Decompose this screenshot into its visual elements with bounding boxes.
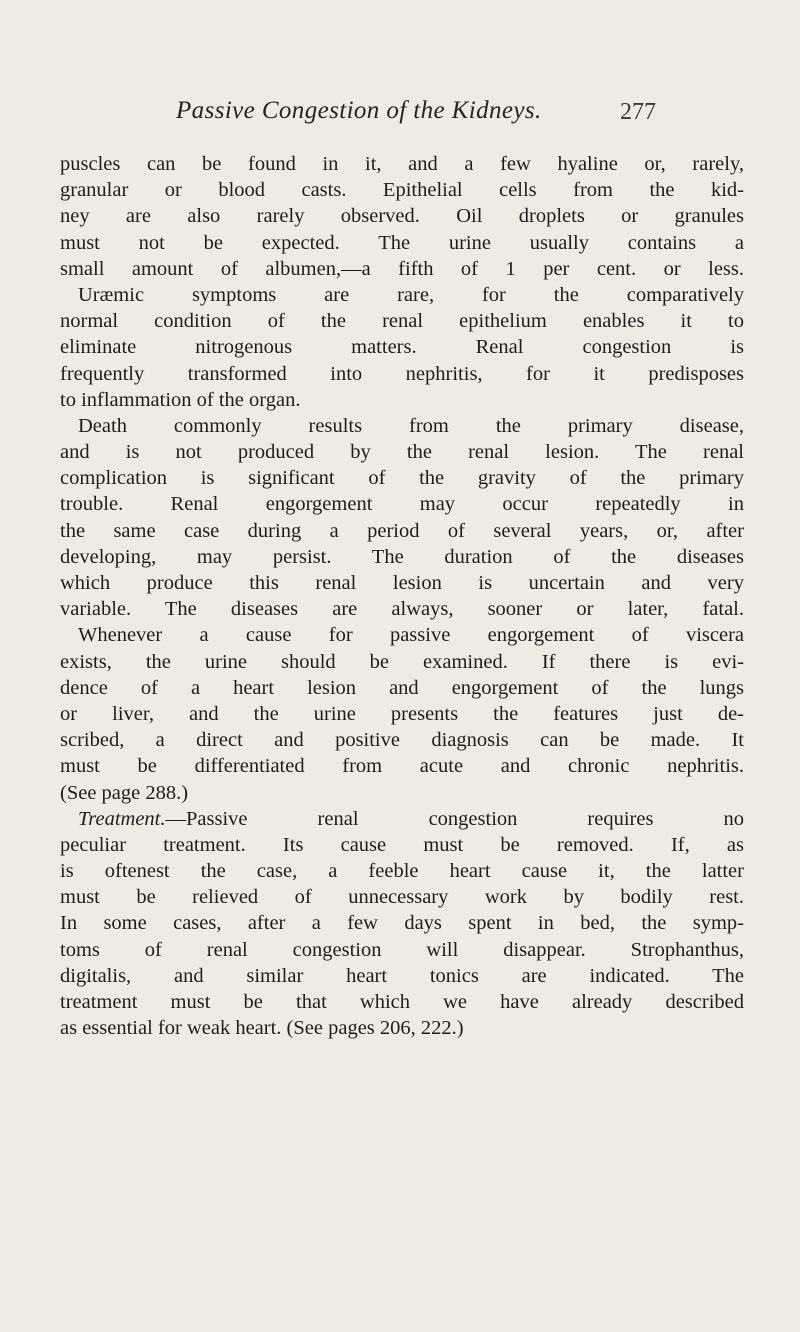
text-line: which produce this renal lesion is uncertain and very — [60, 572, 744, 594]
text-line: must be differentiated from acute and chronic nephritis. — [60, 755, 744, 778]
treatment-line: treatment must be that which we have already described — [60, 991, 744, 1013]
treatment-line: peculiar treatment. Its cause must be removed. If, as — [60, 833, 744, 856]
text-line: normal condition of the renal epithelium enables it to — [60, 310, 744, 333]
treatment-line: is oftenest the case, a feeble heart cause it, the latter — [60, 860, 744, 883]
text-line: developing, may persist. The duration of the diseases — [60, 545, 744, 568]
text-line: scribed, a direct and positive diagnosis can be made. It — [60, 729, 744, 752]
treatment-line: In some cases, after a few days spent in bed, the symp- — [60, 912, 744, 935]
body-text — [60, 151, 744, 1041]
text-line: and is not produced by the renal lesion. The renal — [60, 441, 744, 464]
text-line: ney are also rarely observed. Oil droplets or granules — [60, 205, 744, 228]
text-line: granular or blood casts. Epithelial cells from the kid- — [60, 179, 744, 202]
text-line: Death commonly results from the primary disease, — [78, 414, 744, 437]
treatment-line: digitalis, and similar heart tonics are indicated. The — [60, 964, 744, 987]
page-number: 277 — [620, 99, 656, 125]
text-line: Uræmic symptoms are rare, for the comparatively — [78, 283, 744, 306]
text-line: the same case during a period of several years, or, after — [60, 519, 744, 542]
text-line: to inflammation of the organ. — [60, 388, 301, 411]
text-line: exists, the urine should be examined. If there is evi- — [60, 650, 744, 673]
text-line: must not be expected. The urine usually contains a — [60, 231, 744, 254]
treatment-line: as essential for weak heart. (See pages 206, 222.) — [60, 1017, 464, 1040]
text-line: or liver, and the urine presents the features just de- — [60, 702, 744, 725]
treatment-line: —Passive renal congestion requires no — [165, 807, 744, 830]
treatment-line: toms of renal congestion will disappear. Strophanthus, — [60, 938, 744, 961]
treatment-line: must be relieved of unnecessary work by bodily rest. — [60, 886, 744, 909]
page-header — [176, 97, 656, 133]
text-line: frequently transformed into nephritis, for it predisposes — [60, 362, 744, 385]
running-title: Passive Congestion of the Kidneys. — [176, 97, 542, 124]
text-line: dence of a heart lesion and engorgement of the lungs — [60, 676, 744, 699]
text-line: eliminate nitrogenous matters. Renal congestion is — [60, 336, 744, 359]
treatment-heading: Treatment. — [78, 807, 166, 830]
text-line: Whenever a cause for passive engorgement of viscera — [78, 624, 744, 647]
text-line: (See page 288.) — [60, 781, 189, 804]
text-line: trouble. Renal engorgement may occur repeatedly in — [60, 493, 744, 516]
text-line: variable. The diseases are always, sooner or later, fatal. — [60, 598, 744, 621]
text-line: puscles can be found in it, and a few hyaline or, rarely, — [60, 153, 744, 175]
treatment-first-line — [60, 806, 744, 832]
text-line: complication is significant of the gravity of the primary — [60, 467, 744, 490]
text-line: small amount of albumen,—a fifth of 1 per cent. or less. — [60, 257, 744, 280]
